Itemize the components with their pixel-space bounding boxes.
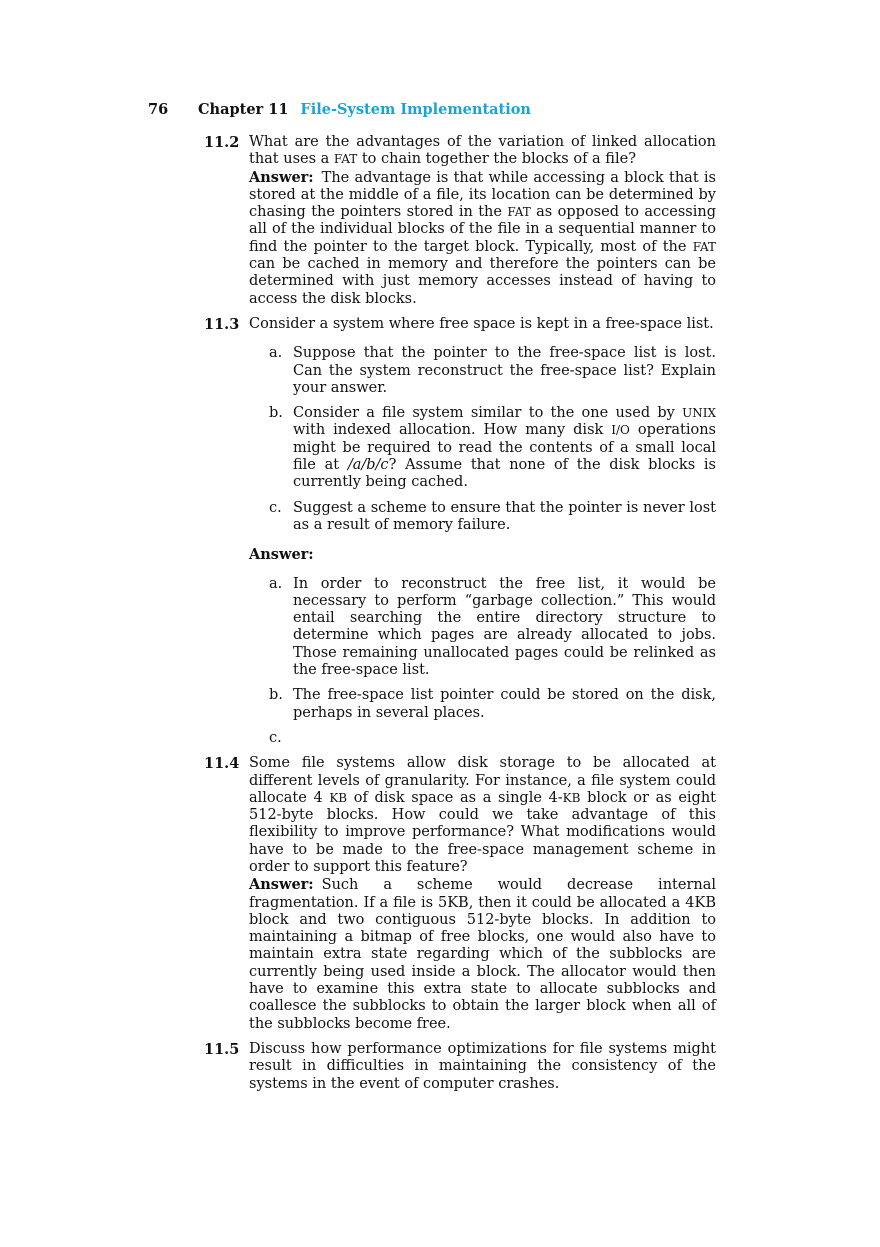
exercise-number: 11.3 <box>204 315 240 333</box>
list-item: c. <box>269 729 282 746</box>
exercise-11-5 <box>204 1041 716 1093</box>
answer-label: Answer: <box>249 876 314 894</box>
answer-list <box>249 576 716 748</box>
exercise-question: Consider a system where free space is kept in a free-space list. <box>249 315 714 332</box>
list-item: b. Consider a file system similar to the one used by UNIX with indexed allocation. How many disk I/O operations might be required to read the contents of a small local file at /a/b/c? Assume that none of the disk blocks is currently being cached. <box>269 405 716 491</box>
exercise-11-2 <box>204 134 716 308</box>
answer-label: Answer: <box>249 168 314 186</box>
exercise-number: 11.4 <box>204 755 240 773</box>
list-item: a. In order to reconstruct the free list, it would be necessary to perform “garbage collection.” This would entail searching the entire directory structure to determine which pages are already allocated to jobs. Those remaining unallocated pages could be relinked as the free-space list. <box>269 575 716 679</box>
exercise-11-3 <box>204 316 716 747</box>
page-number: 76 <box>148 101 169 118</box>
answer-label: Answer: <box>249 546 314 564</box>
exercise-number: 11.5 <box>204 1040 240 1058</box>
chapter-title: File-System Implementation <box>300 101 531 118</box>
running-header <box>148 101 531 118</box>
list-item: a. Suppose that the pointer to the free-space list is lost. Can the system reconstruct the free-space list? Explain your answer. <box>269 345 716 396</box>
chapter-label: Chapter 11 <box>198 101 289 118</box>
list-item: b. The free-space list pointer could be stored on the disk, perhaps in several places. <box>269 687 716 721</box>
exercise-11-4 <box>204 755 716 1033</box>
exercise-question: What are the advantages of the variation of linked allocation that uses a FAT to chain together the blocks of a file? <box>249 134 716 168</box>
exercise-question: Some file systems allow disk storage to be allocated at different levels of granularity. For instance, a file system could allocate 4 KB of disk space as a single 4-KB block or as eight 512-byte blocks. How could we take advantage of this flexibility to improve performance? What modifications would have to be made to the free-space management scheme in order to support this feature? <box>249 755 716 875</box>
exercise-section <box>204 134 716 1101</box>
exercise-number: 11.2 <box>204 134 240 151</box>
exercise-answer: Answer: Such a scheme would decrease internal fragmentation. If a file is 5KB, then it could be allocated a 4KB block and two contiguous 512-byte blocks. In addition to maintaining a bitmap of free blocks, one would also have to maintain extra state regarding which of the subblocks are currently being used inside a block. The allocator would then have to examine this extra state to allocate subblocks and coallesce the subblocks to obtain the larger block when all of the subblocks become free. <box>249 876 716 1032</box>
exercise-question: Discuss how performance optimizations for file systems might result in difficulties in maintaining the consistency of the systems in the event of computer crashes. <box>249 1040 716 1092</box>
exercise-answer: Answer: The advantage is that while accessing a block that is stored at the middle of a file, its location can be determined by chasing the pointers stored in the FAT as opposed to accessing all of the individual blocks of the file in a sequential manner to find the pointer to the target block. Typically, most of the FAT can be cached in memory and therefore the pointers can be determined with just memory accesses instead of having to access the disk blocks. <box>249 168 716 307</box>
list-item: c. Suggest a scheme to ensure that the pointer is never lost as a result of memory failure. <box>269 499 716 533</box>
question-list <box>249 345 716 534</box>
